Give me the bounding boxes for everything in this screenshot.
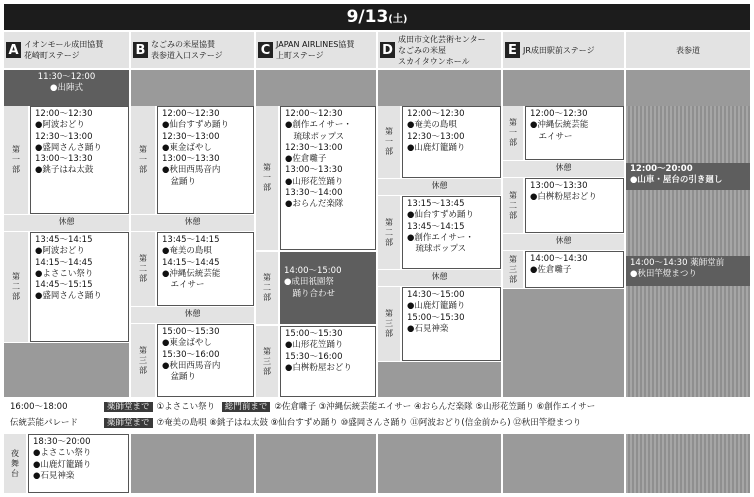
d-part2-label: 第 二 部 <box>378 196 400 269</box>
e-part1-schedule: 12:00～12:30 ●沖縄伝統芸能 エイサー <box>525 106 624 160</box>
b-part3-schedule: 15:00～15:30 ●東金ばやし 15:30～16:00 ●秋田西馬音内 盆踊り <box>157 324 254 397</box>
a-part1-label: 第 一 部 <box>4 106 28 214</box>
a-part2-schedule: 13:45～14:15 ●阿波おどり 14:15～14:45 ●よさこい祭り 14:45～15:15 ●盛岡さんさ踊り <box>30 232 129 342</box>
d-part1-label: 第 一 部 <box>378 106 400 178</box>
b-break2: 休憩 <box>131 307 254 323</box>
e-break1: 休憩 <box>503 161 624 177</box>
parade-route-1 <box>104 400 595 415</box>
c-part1-schedule: 12:00～12:30 ●創作エイサー・ 琉球ポップス 12:30～13:00 ●佐倉囃子 13:00～13:30 ●山形花笠踊り 13:30～14:00 ●おらんだ楽隊 <box>280 106 376 250</box>
e-part3-label: 第 三 部 <box>503 251 523 288</box>
stage-name-b: なごみの米屋協賛 表参道入口ステージ <box>151 40 223 60</box>
a-opening: 11:30～12:00 ●出陣式 <box>4 70 129 106</box>
date-title <box>4 4 750 30</box>
parade-tag-somon: 総門前まで <box>222 402 271 412</box>
stage-name-omotesando: 表参道 <box>676 45 700 55</box>
stage-header-omotesando <box>626 32 750 68</box>
d-part1-schedule: 12:00～12:30 ●奄美の島唄 12:30～13:00 ●山鹿灯籠踊り <box>402 106 501 178</box>
omotesando-stripe-mid <box>626 190 750 256</box>
e-part2-schedule: 13:00～13:30 ●白桝粉屋おどり <box>525 178 624 233</box>
c-part3-label: 第 三 部 <box>256 326 278 397</box>
c-empty-night <box>256 434 376 493</box>
e-empty-night <box>503 434 624 493</box>
a-part2-label: 第 二 部 <box>4 232 28 342</box>
omotesando-event-floats: 12:00～20:00 ●山車・屋台の引き廻し <box>626 163 750 190</box>
c-part3-schedule: 15:00～15:30 ●山形花笠踊り 15:30～16:00 ●白桝粉屋おどり <box>280 326 376 397</box>
b-part2-label: 第 二 部 <box>131 232 155 306</box>
stage-name-c: JAPAN AIRLINES協賛 上町ステージ <box>276 40 355 60</box>
stage-letter-e: E <box>505 42 520 58</box>
e-empty-bottom <box>503 289 624 397</box>
stage-name-e: JR成田駅前ステージ <box>523 45 595 55</box>
stage-header-e <box>503 32 624 68</box>
parade-tag-yakushido-1: 薬師堂まで <box>104 402 153 412</box>
stage-letter-d: D <box>380 42 395 58</box>
stage-header-d <box>378 32 501 68</box>
d-part3-label: 第 三 部 <box>378 287 400 361</box>
d-empty-bottom <box>378 362 501 397</box>
date-text: 9/13 <box>346 7 389 27</box>
d-empty-opening <box>378 70 501 106</box>
a-break: 休憩 <box>4 215 129 231</box>
b-part2-schedule: 13:45～14:15 ●奄美の島唄 14:15～14:45 ●沖縄伝統芸能 エイサー <box>157 232 254 306</box>
parade-list-1: ①よさこい祭り <box>156 402 216 412</box>
d-empty-night <box>378 434 501 493</box>
e-empty-opening <box>503 70 624 106</box>
b-part1-schedule: 12:00～12:30 ●仙台すずめ踊り 12:30～13:00 ●東金ばやし 13:00～13:30 ●秋田西馬音内 盆踊り <box>157 106 254 214</box>
b-part3-label: 第 三 部 <box>131 324 155 397</box>
stage-header-a <box>4 32 129 68</box>
parade-name-line <box>10 416 78 431</box>
c-part2-schedule: 14:00～15:00 ●成田祇園祭 踊り合わせ <box>280 252 376 324</box>
b-part1-label: 第 一 部 <box>131 106 155 214</box>
parade-list-2: ②佐倉囃子 ③沖縄伝統芸能エイサー ④おらんだ楽隊 ⑤山形花笠踊り ⑥創作エイサー <box>274 402 596 412</box>
d-break2: 休憩 <box>378 270 501 286</box>
parade-time: 16:00～18:00 <box>10 402 68 412</box>
a-empty-bottom <box>4 343 129 397</box>
stage-letter-b: B <box>133 42 148 58</box>
b-break1: 休憩 <box>131 215 254 231</box>
omotesando-stripe-night <box>626 434 750 493</box>
omotesando-empty-opening <box>626 70 750 106</box>
stage-name-d: 成田市文化芸術センター なごみの米屋 スカイタウンホール <box>398 34 486 66</box>
d-part3-schedule: 14:30～15:00 ●山鹿灯籠踊り 15:00～15:30 ●石見神楽 <box>402 287 501 361</box>
c-empty-opening <box>256 70 376 106</box>
stage-letter-a: A <box>6 42 21 58</box>
night-stage-label: 夜 舞 台 <box>4 434 26 493</box>
parade-first-line <box>10 400 68 415</box>
d-part2-schedule: 13:15～13:45 ●仙台すずめ踊り 13:45～14:15 ●創作エイサー・ 琉球ポップス <box>402 196 501 269</box>
weekday-text: (土) <box>388 14 408 25</box>
e-break2: 休憩 <box>503 234 624 250</box>
parade-route-2 <box>104 416 581 431</box>
omotesando-stripe-bottom <box>626 286 750 397</box>
e-part1-label: 第 一 部 <box>503 106 523 160</box>
d-break1: 休憩 <box>378 179 501 195</box>
night-stage-schedule: 18:30～20:00 ●よさこい祭り ●山鹿灯籠踊り ●石見神楽 <box>28 434 129 493</box>
stage-name-a: イオンモール成田協賛 花崎町ステージ <box>24 40 104 60</box>
e-part3-schedule: 14:00～14:30 ●佐倉囃子 <box>525 251 624 288</box>
parade-tag-yakushido-2: 薬師堂まで <box>104 418 153 428</box>
b-empty-opening <box>131 70 254 106</box>
parade-list-3: ⑦奄美の島唄 ⑧銚子はね太鼓 ⑨仙台すずめ踊り ⑩盛岡さんさ踊り ⑪阿波おどり(信金前から) ⑫秋田竿燈まつり <box>156 418 582 428</box>
omotesando-stripe-top <box>626 106 750 163</box>
stage-header-b <box>131 32 254 68</box>
c-part2-label: 第 二 部 <box>256 252 278 324</box>
e-part2-label: 第 二 部 <box>503 178 523 233</box>
stage-letter-c: C <box>258 42 273 58</box>
parade-name: 伝統芸能パレード <box>10 418 79 428</box>
stage-header-c <box>256 32 376 68</box>
parade-row <box>4 399 750 433</box>
a-part1-schedule: 12:00～12:30 ●阿波おどり 12:30～13:00 ●盛岡さんさ踊り 13:00～13:30 ●銚子はね太鼓 <box>30 106 129 214</box>
c-part1-label: 第 一 部 <box>256 106 278 250</box>
omotesando-event-kanto: 14:00～14:30 薬師堂前 ●秋田竿燈まつり <box>626 256 750 286</box>
b-empty-night <box>131 434 254 493</box>
